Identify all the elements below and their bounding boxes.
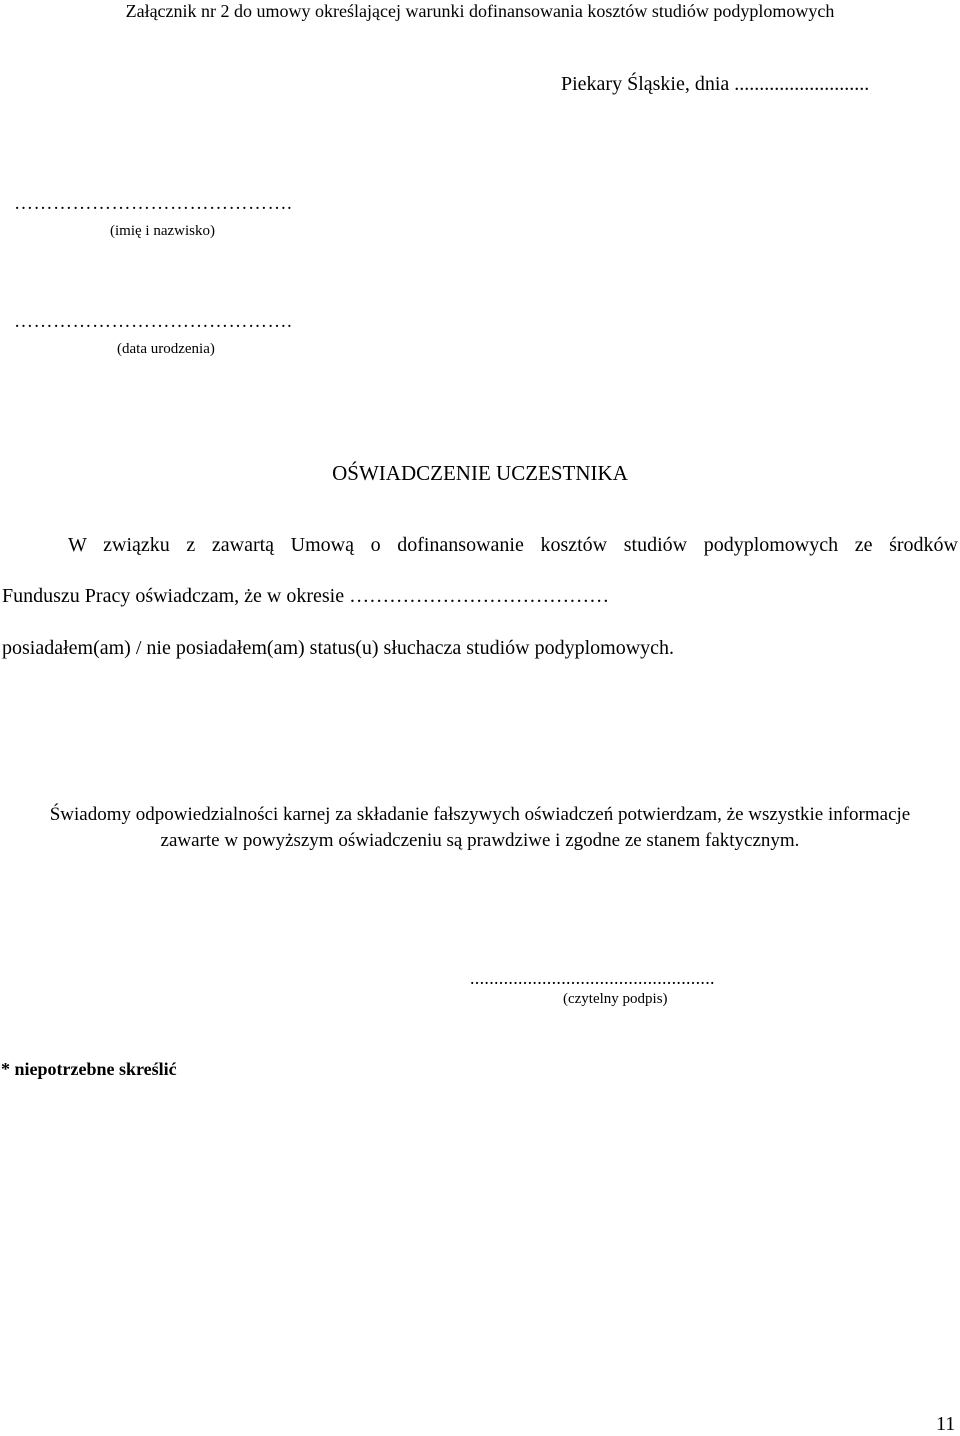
liability-declaration	[0, 802, 960, 854]
document-title: OŚWIADCZENIE UCZESTNIKA	[332, 461, 628, 485]
birth-date-caption: (data urodzenia)	[117, 341, 215, 357]
declaration-line-1: Świadomy odpowiedzialności karnej za składanie fałszywych oświadczeń potwierdzam, że wszystkie informacje	[49, 804, 911, 825]
name-fill-line: …………………………………….	[14, 193, 293, 214]
signature-caption: (czytelny podpis)	[563, 991, 668, 1007]
signature-fill-line: ...................................................	[470, 968, 715, 988]
name-caption: (imię i nazwisko)	[110, 223, 215, 239]
footnote: * niepotrzebne skreślić	[1, 1059, 177, 1079]
statement-line-3: posiadałem(am) / nie posiadałem(am) status(u) słuchacza studiów podyplomowych.	[2, 637, 675, 659]
birth-date-fill-line: …………………………………….	[14, 311, 293, 332]
place-date-line: Piekary Śląskie, dnia ...........................	[561, 73, 870, 95]
page-number: 11	[936, 1413, 956, 1435]
statement-line-2: Funduszu Pracy oświadczam, że w okresie …………………………………	[2, 585, 610, 607]
statement-line-1: W związku z zawartą Umową o dofinansowanie kosztów studiów podyplomowych ze środków	[68, 534, 958, 556]
header-note: Załącznik nr 2 do umowy określającej warunki dofinansowania kosztów studiów podyplomowych	[125, 1, 835, 21]
declaration-line-2: zawarte w powyższym oświadczeniu są prawdziwe i zgodne ze stanem faktycznym.	[160, 830, 800, 851]
